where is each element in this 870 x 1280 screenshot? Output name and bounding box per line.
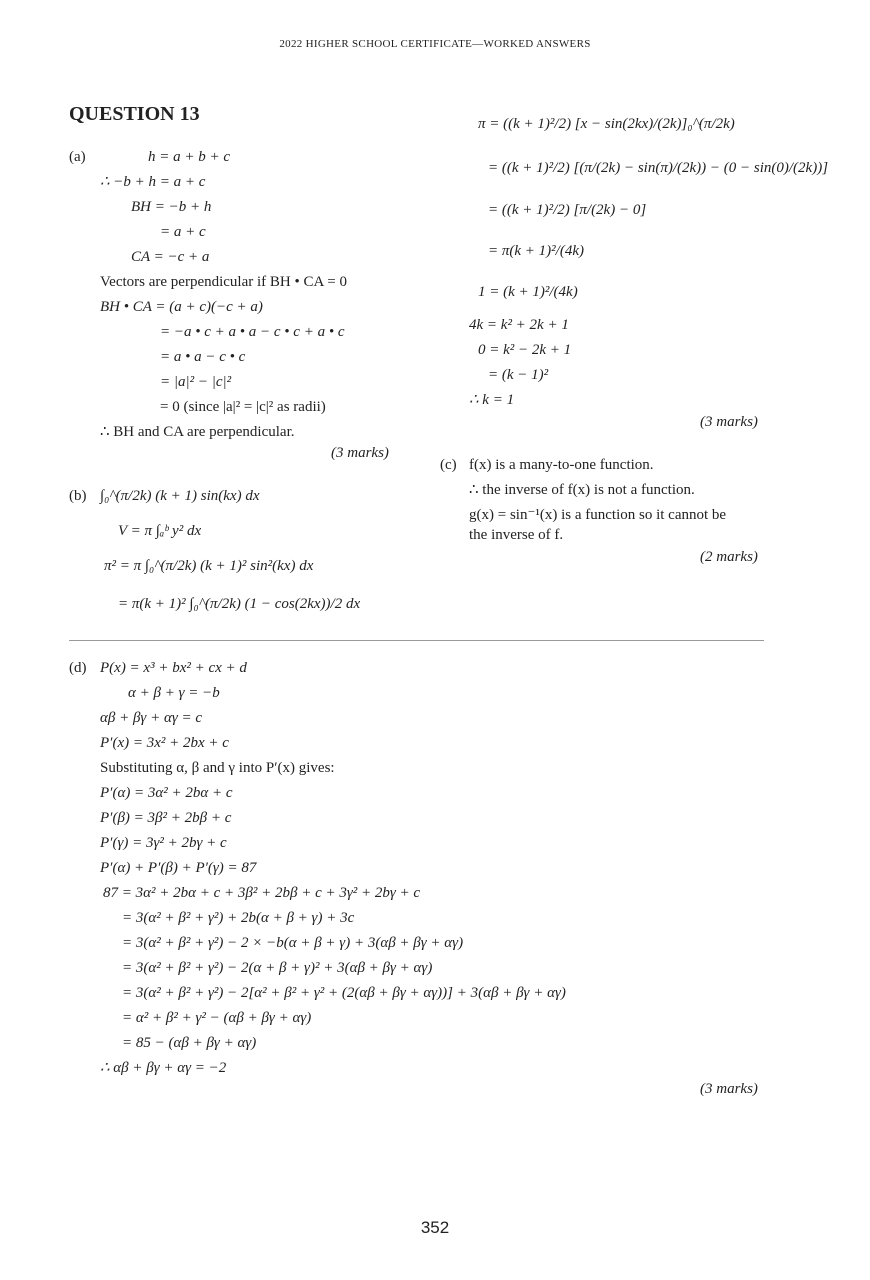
part-d-line: P(x) = x³ + bx² + cx + d — [100, 660, 247, 676]
part-a-line: Vectors are perpendicular if BH • CA = 0 — [100, 274, 347, 290]
running-header: 2022 HIGHER SCHOOL CERTIFICATE—WORKED ANSWERS — [279, 38, 591, 50]
part-b-marks: (3 marks) — [700, 414, 758, 430]
part-b-right-line: = π(k + 1)²/(4k) — [488, 243, 584, 259]
part-c-line: the inverse of f. — [469, 527, 564, 543]
part-a-line: CA = −c + a — [131, 249, 210, 265]
part-b-right-line: 1 = (k + 1)²/(4k) — [478, 284, 578, 300]
page-number: 352 — [420, 1218, 450, 1237]
part-a-line: ∴ BH and CA are perpendicular. — [100, 424, 295, 440]
part-d-line: α + β + γ = −b — [128, 685, 220, 701]
part-a-line: h = a + b + c — [148, 149, 231, 165]
part-d-line: P′(x) = 3x² + 2bx + c — [100, 735, 229, 751]
part-b-line: V = π ∫ₐᵇ y² dx — [118, 523, 202, 539]
part-d-line: 87 = 3α² + 2bα + c + 3β² + 2bβ + c + 3γ² + 2bγ + c — [103, 885, 421, 901]
part-d-line: P′(α) + P′(β) + P′(γ) = 87 — [100, 860, 257, 876]
part-b-right-line: ∴ k = 1 — [469, 392, 515, 408]
part-a-label: (a) — [69, 149, 86, 165]
part-a-line: = 0 (since |a|² = |c|² as radii) — [160, 399, 326, 415]
part-b-right-line: 4k = k² + 2k + 1 — [469, 317, 569, 333]
part-d-line: = 3(α² + β² + γ²) − 2[α² + β² + γ² + (2(αβ + βγ + αγ))] + 3(αβ + βγ + αγ) — [122, 985, 566, 1001]
part-b-right-line: = (k − 1)² — [488, 367, 549, 383]
part-a-line: BH • CA = (a + c)(−c + a) — [100, 299, 263, 315]
part-b-right-line: π = ((k + 1)²/2) [x − sin(2kx)/(2k)]₀^(π/2k) — [478, 116, 735, 132]
part-c-marks: (2 marks) — [700, 549, 758, 565]
part-b-right-line: = ((k + 1)²/2) [π/(2k) − 0] — [488, 202, 647, 218]
part-a-line: = −a • c + a • a − c • c + a • c — [160, 324, 345, 340]
part-d-line: = 85 − (αβ + βγ + αγ) — [122, 1035, 257, 1051]
part-a-marks: (3 marks) — [331, 445, 389, 461]
part-d-line: Substituting α, β and γ into P′(x) gives: — [100, 760, 335, 776]
part-d-line: αβ + βγ + αγ = c — [100, 710, 203, 726]
part-d-label: (d) — [69, 660, 87, 676]
part-a-line: ∴ −b + h = a + c — [100, 174, 206, 190]
part-d-line: = 3(α² + β² + γ²) − 2(α + β + γ)² + 3(αβ + βγ + αγ) — [122, 960, 433, 976]
part-b-right-line: 0 = k² − 2k + 1 — [478, 342, 572, 358]
part-d-line: P′(γ) = 3γ² + 2bγ + c — [100, 835, 227, 851]
part-c-label: (c) — [440, 457, 457, 473]
part-c-line: g(x) = sin⁻¹(x) is a function so it cannot be — [469, 507, 727, 523]
part-b-label: (b) — [69, 488, 87, 504]
part-b-line: π² = π ∫₀^(π/2k) (k + 1)² sin²(kx) dx — [104, 558, 314, 574]
part-c-line: ∴ the inverse of f(x) is not a function. — [469, 482, 695, 498]
part-b-right-line: = ((k + 1)²/2) [(π/(2k) − sin(π)/(2k)) − (0 − sin(0)/(2k))] — [488, 160, 829, 176]
part-d-line: = α² + β² + γ² − (αβ + βγ + αγ) — [122, 1010, 312, 1026]
part-a-line: = a • a − c • c — [160, 349, 246, 365]
part-a-line: = |a|² − |c|² — [160, 374, 232, 390]
part-d-line: ∴ αβ + βγ + αγ = −2 — [100, 1060, 227, 1076]
part-d-marks: (3 marks) — [700, 1081, 758, 1097]
part-c-line: f(x) is a many-to-one function. — [469, 457, 654, 473]
part-d-line: P′(α) = 3α² + 2bα + c — [100, 785, 233, 801]
question-title: QUESTION 13 — [69, 103, 200, 125]
section-divider — [69, 640, 764, 641]
part-d-line: P′(β) = 3β² + 2bβ + c — [100, 810, 232, 826]
part-d-line: = 3(α² + β² + γ²) + 2b(α + β + γ) + 3c — [122, 910, 355, 926]
part-a-line: BH = −b + h — [131, 199, 212, 215]
part-b-line: ∫₀^(π/2k) (k + 1) sin(kx) dx — [100, 488, 260, 504]
part-a-line: = a + c — [160, 224, 206, 240]
part-d-line: = 3(α² + β² + γ²) − 2 × −b(α + β + γ) + 3(αβ + βγ + αγ) — [122, 935, 464, 951]
part-b-line: = π(k + 1)² ∫₀^(π/2k) (1 − cos(2kx))/2 dx — [118, 596, 361, 612]
